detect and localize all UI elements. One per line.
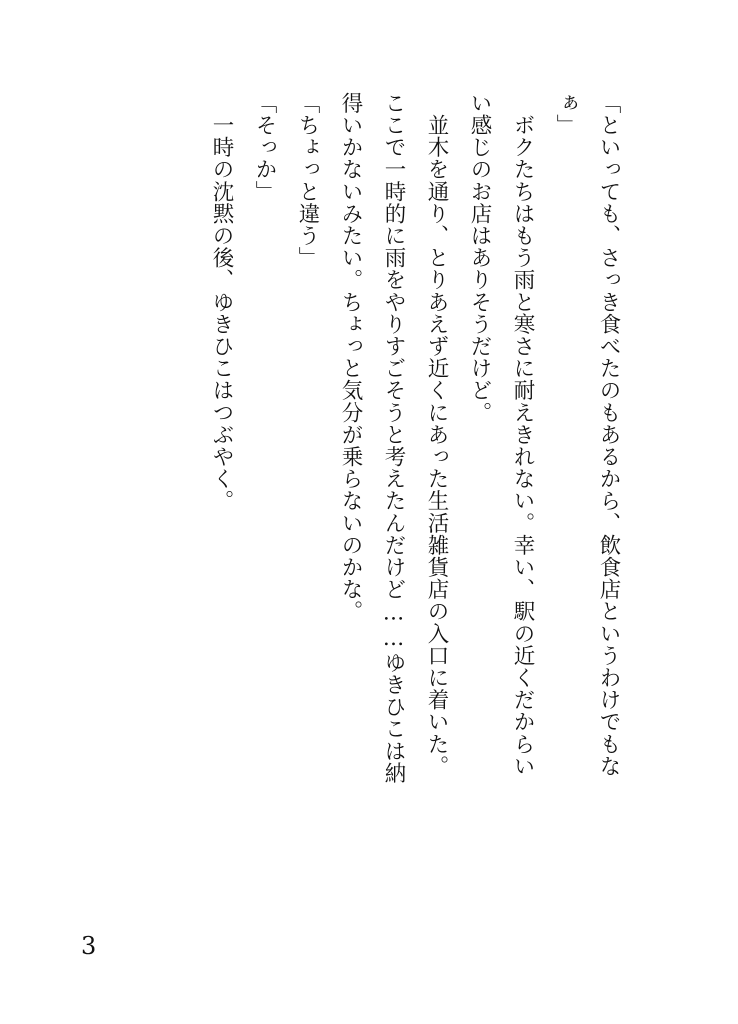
text-line: 「ちょっと違う」 [295,92,320,269]
text-line: ここで一時的に雨をやりすごそうと考えたんだけど……ゆきひこは納 [381,92,406,785]
page-number: 3 [81,932,97,960]
text-line: ボクたちはもう雨と寒さに耐えきれない。幸い、駅の近くだからい [510,92,535,778]
text-line: 一時の沈黙の後、ゆきひこはつぶやく。 [209,92,234,512]
text-line: 並木を通り、とりあえず近くにあった生活雑貨店の入口に着いた。 [424,92,449,778]
text-line: 「そっか」 [252,92,277,203]
vertical-text-body [200,92,630,922]
text-line: ぁ」 [553,92,578,137]
text-line: い感じのお店はありそうだけど。 [467,92,492,424]
text-line: 得いかないみたい。ちょっと気分が乗らないのかな。 [338,92,363,623]
text-line: 「といっても、さっき食べたのもあるから、飲食店というわけでもな [596,92,621,778]
